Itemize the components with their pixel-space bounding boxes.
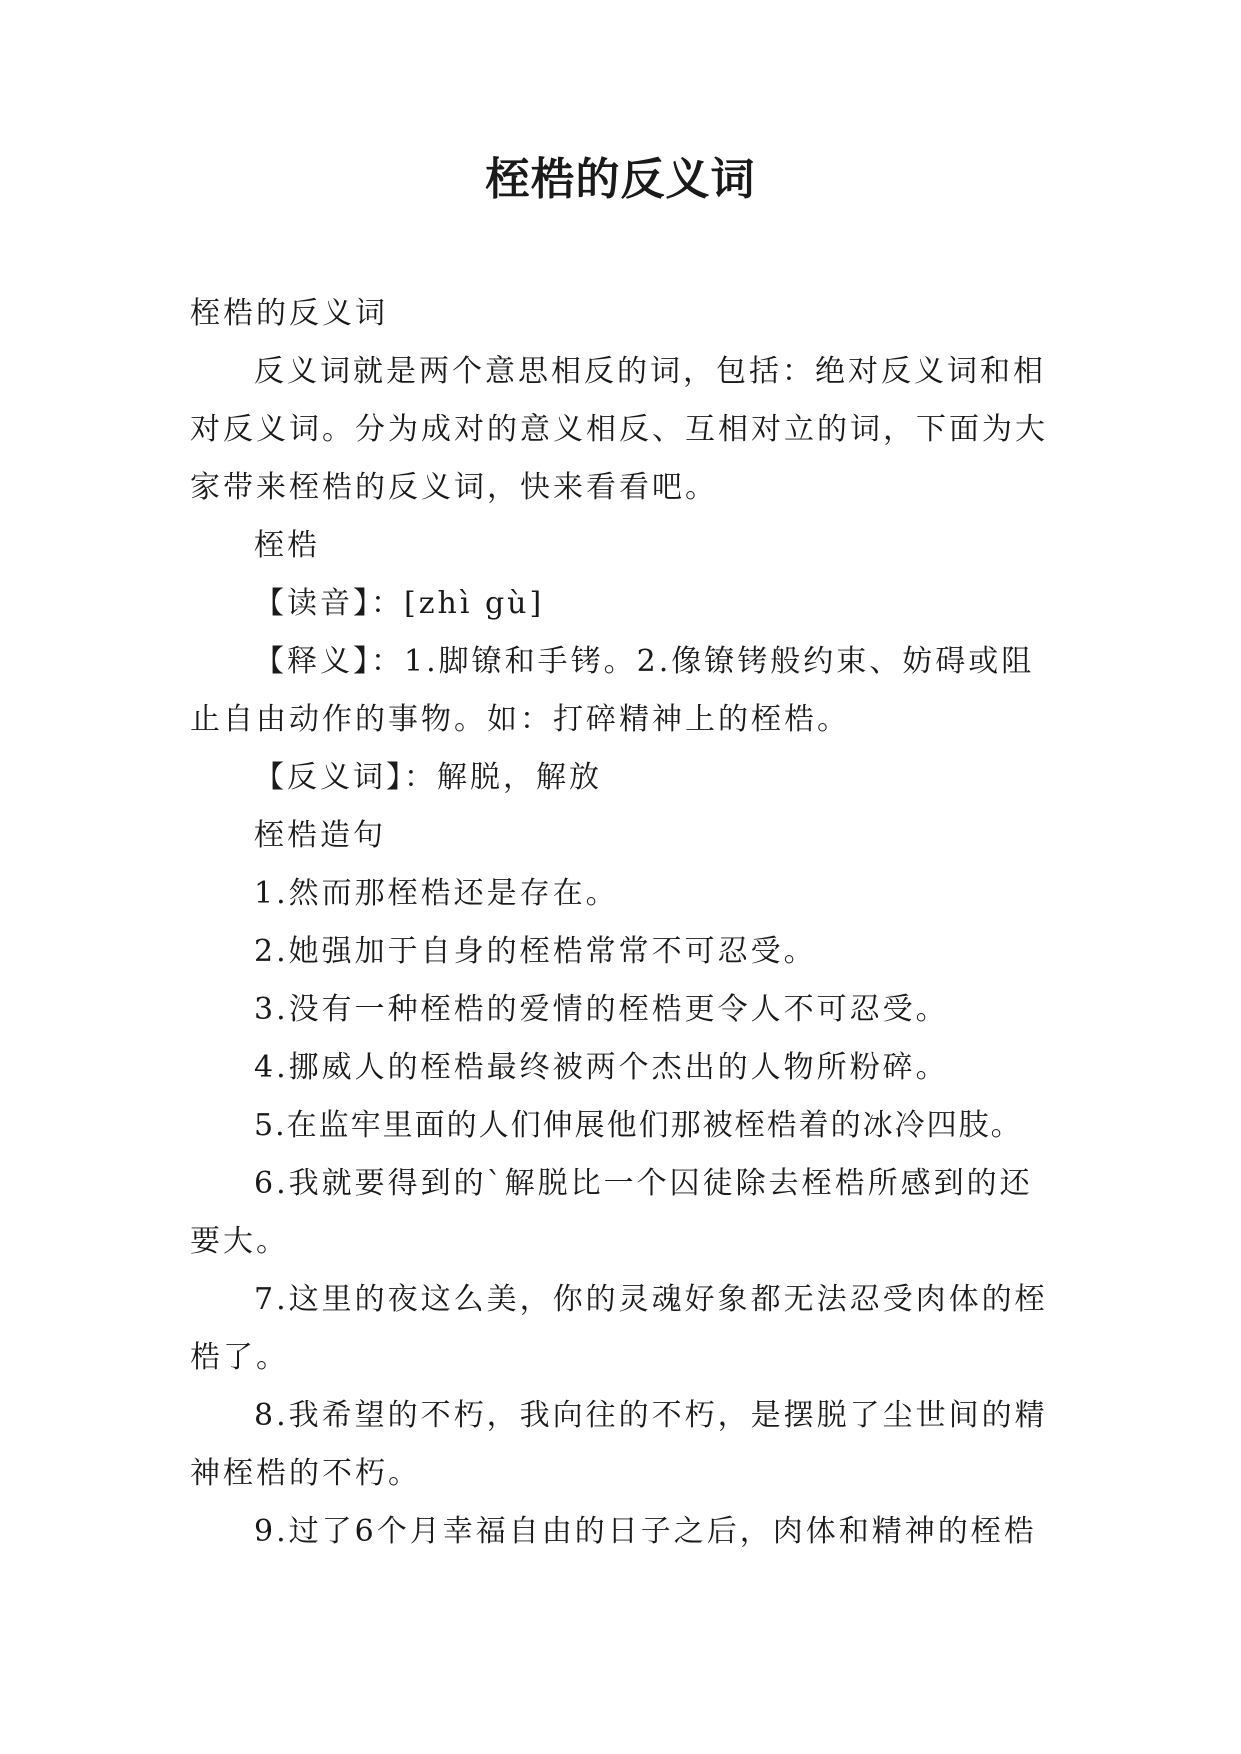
paragraph-intro: 反义词就是两个意思相反的词，包括：绝对反义词和相对反义词。分为成对的意义相反、互相对立的词，下面为大家带来桎梏的反义词，快来看看吧。 [190, 354, 1048, 505]
example-sentence: 8.我希望的不朽，我向往的不朽，是摆脱了尘世间的精神桎梏的不朽。 [190, 1398, 1048, 1491]
example-sentence: 3.没有一种桎梏的爱情的桎梏更令人不可忍受。 [254, 992, 949, 1027]
paragraph-examples-heading: 桎梏造句 [254, 818, 386, 853]
example-sentence: 7.这里的夜这么美，你的灵魂好象都无法忍受肉体的桎梏了。 [190, 1282, 1048, 1375]
paragraph-heading: 桎梏的反义词 [190, 296, 388, 331]
example-sentence: 4.挪威人的桎梏最终被两个杰出的人物所粉碎。 [254, 1050, 949, 1085]
example-sentence: 2.她强加于自身的桎梏常常不可忍受。 [254, 934, 817, 969]
paragraph-antonyms: 【反义词】：解脱，解放 [254, 760, 602, 795]
example-sentence: 1.然而那桎梏还是存在。 [254, 876, 619, 911]
document-title: 桎梏的反义词 [485, 154, 756, 205]
example-sentence: 5.在监牢里面的人们伸展他们那被桎梏着的冰冷四肢。 [254, 1108, 1023, 1143]
paragraph-term: 桎梏 [254, 528, 320, 563]
document-body [190, 285, 1050, 1561]
example-sentence: 6.我就要得到的`解脱比一个囚徒除去桎梏所感到的还要大。 [190, 1166, 1033, 1259]
example-sentence: 9.过了6个月幸福自由的日子之后，肉体和精神的桎梏 [254, 1514, 1037, 1549]
paragraph-definition: 【释义】：1.脚镣和手铐。2.像镣铐般约束、妨碍或阻止自由动作的事物。如：打碎精神上的桎梏。 [190, 644, 1035, 737]
paragraph-pronunciation: 【读音】：[zhì gù] [254, 586, 545, 621]
